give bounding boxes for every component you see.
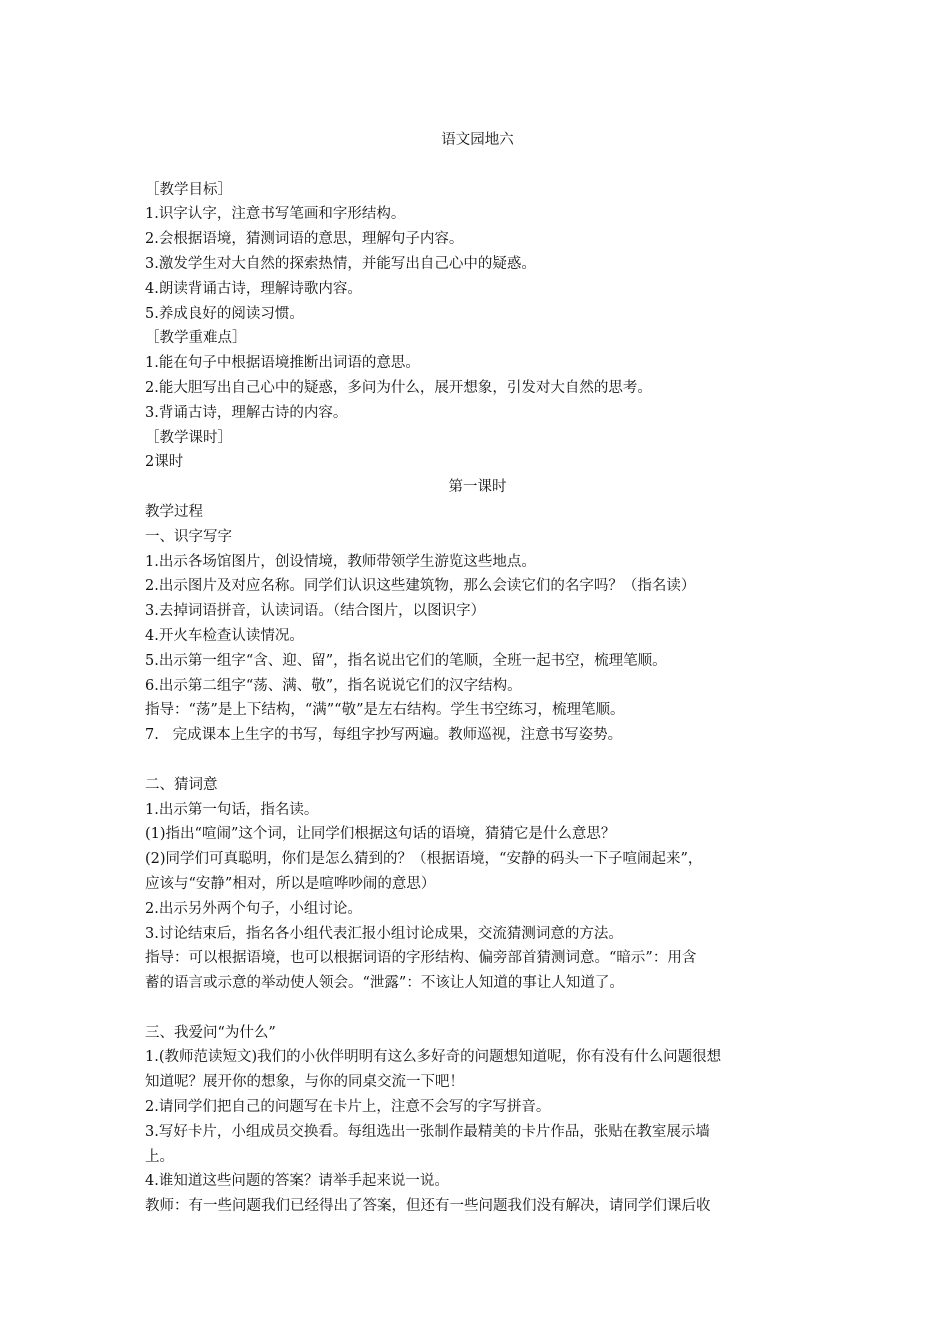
section-line: 1.出示第一句话，指名读。 [145,801,319,818]
document-title: 语文园地六 [441,132,514,148]
goal-item: 1.识字认字，注意书写笔画和字形结构。 [145,206,406,223]
section-line: 应该与“安静”相对，所以是喧哗吵闹的意思） [145,875,436,892]
section-line: 6.出示第二组字“荡、满、敬”，指名说说它们的汉字结构。 [145,677,522,694]
section-line: 3.讨论结束后，指名各小组代表汇报小组讨论成果，交流猜测词意的方法。 [145,925,623,942]
section-heading: 三、我爱问“为什么” [145,1024,276,1041]
section-line: (2)同学们可真聪明，你们是怎么猜到的？（根据语境，“安静的码头一下子喧闹起来”， [145,851,703,868]
key-points-heading: ［教学重难点］ [145,330,247,347]
blank-line [145,748,810,773]
section-line: 4.谁知道这些问题的答案？请举手起来说一说。 [145,1173,449,1190]
document-page [145,128,810,1219]
section-line: 1.出示各场馆图片，创设情境，教师带领学生游览这些地点。 [145,553,536,570]
section-heading: 一、识字写字 [145,528,232,545]
goal-item: 3.激发学生对大自然的探索热情，并能写出自己心中的疑惑。 [145,255,536,272]
section-line: 教师：有一些问题我们已经得出了答案，但还有一些问题我们没有解决，请同学们课后收 [145,1198,711,1215]
section-line: 3.写好卡片，小组成员交换看。每组选出一张制作最精美的卡片作品，张贴在教室展示墙 [145,1123,710,1140]
section-line: (1)指出“喧闹”这个词，让同学们根据这句话的语境，猜猜它是什么意思？ [145,826,616,843]
section-line: 指导：“荡”是上下结构，“满”“敬”是左右结构。学生书空练习，梳理笔顺。 [145,702,625,719]
blank-line [145,996,810,1021]
section-line: 3.去掉词语拼音，认读词语。（结合图片，以图识字） [145,603,486,620]
section-line: 上。 [145,1148,174,1165]
section-line: 2.请同学们把自己的问题写在卡片上，注意不会写的字写拼音。 [145,1099,551,1116]
section-line: 2.出示图片及对应名称。同学们认识这些建筑物，那么会读它们的名字吗？（指名读） [145,578,696,595]
section-line: 1.(教师范读短文)我们的小伙伴明明有这么多好奇的问题想知道呢，你有没有什么问题很想 [145,1049,722,1066]
goals-heading: ［教学目标］ [145,181,232,198]
hours-value: 2课时 [145,454,184,471]
key-point-item: 1.能在句子中根据语境推断出词语的意思。 [145,355,420,372]
hours-heading: ［教学课时］ [145,429,232,446]
goal-item: 5.养成良好的阅读习惯。 [145,305,304,322]
goal-item: 4.朗读背诵古诗，理解诗歌内容。 [145,280,362,297]
section-line: 指导：可以根据语境，也可以根据词语的字形结构、偏旁部首猜测词意。“暗示”：用含 [145,950,697,967]
section-line: 5.出示第一组字“含、迎、留”，指名说出它们的笔顺，全班一起书空，梳理笔顺。 [145,652,667,669]
lesson-title: 第一课时 [448,479,507,496]
section-line: 蓄的语言或示意的举动使人领会。“泄露”：不该让人知道的事让人知道了。 [145,975,624,992]
section-line: 知道呢？展开你的想象，与你的同桌交流一下吧！ [145,1074,464,1091]
section-heading: 二、猜词意 [145,776,218,793]
section-line: 2.出示另外两个句子，小组讨论。 [145,900,362,917]
process-heading: 教学过程 [145,503,203,520]
section-line: 7. 完成课本上生字的书写，每组字抄写两遍。教师巡视，注意书写姿势。 [145,727,623,744]
key-point-item: 2.能大胆写出自己心中的疑惑，多问为什么，展开想象，引发对大自然的思考。 [145,379,652,396]
section-line: 4.开火车检查认读情况。 [145,627,304,644]
key-point-item: 3.背诵古诗，理解古诗的内容。 [145,404,348,421]
goal-item: 2.会根据语境，猜测词语的意思，理解句子内容。 [145,231,464,248]
